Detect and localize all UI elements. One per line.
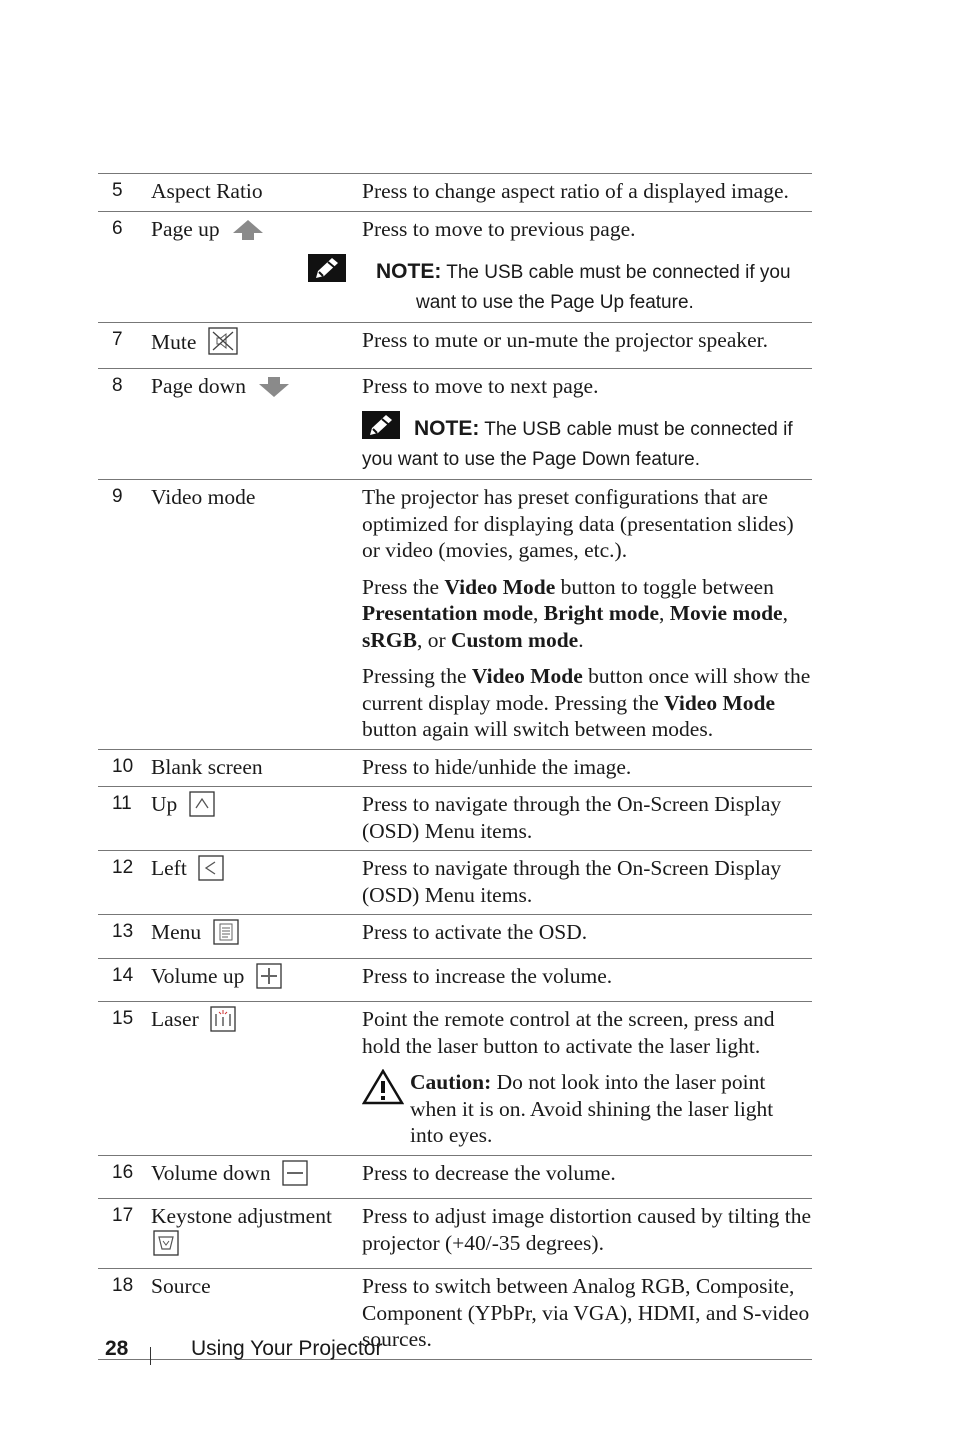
table-row <box>98 211 812 323</box>
item-number: 6 <box>98 211 151 323</box>
footer-divider <box>150 1347 151 1365</box>
item-description: Press to hide/unhide the image. <box>362 749 812 787</box>
item-number: 12 <box>98 851 151 915</box>
item-number: 14 <box>98 958 151 1002</box>
note-pencil-icon <box>362 411 400 447</box>
footer-section-title: Using Your Projector <box>191 1337 383 1360</box>
item-description: Press to increase the volume. <box>362 958 812 1002</box>
item-description: Press to navigate through the On-Screen Display (OSD) Menu items. <box>362 851 812 915</box>
table-row <box>98 1002 812 1156</box>
keystone-button-icon <box>153 1230 179 1263</box>
table-row <box>98 1199 812 1269</box>
item-number: 16 <box>98 1155 151 1199</box>
table-row <box>98 174 812 212</box>
table-row <box>98 958 812 1002</box>
description-text: Press to move to next page. <box>362 373 599 398</box>
item-name: Laser <box>151 1002 362 1156</box>
table-row <box>98 915 812 959</box>
item-number: 5 <box>98 174 151 212</box>
laser-button-icon <box>210 1006 236 1039</box>
note-text: The USB cable must be connected if you want to use the Page Up feature. <box>416 262 791 313</box>
caution-label: Caution: <box>410 1070 492 1094</box>
table-row <box>98 749 812 787</box>
item-name: Blank screen <box>151 749 362 787</box>
item-description: Press to switch between Analog RGB, Composite, Component (YPbPr, via VGA), HDMI, and S-video sources. <box>362 1269 812 1360</box>
table-row <box>98 480 812 750</box>
item-description: Press to activate the OSD. <box>362 915 812 959</box>
item-name: Menu <box>151 915 362 959</box>
description-text: Point the remote control at the screen, press and hold the laser button to activate the laser light. <box>362 1007 775 1058</box>
note-box <box>362 411 812 473</box>
table-row <box>98 851 812 915</box>
item-number: 15 <box>98 1002 151 1156</box>
description-text: Press to move to previous page. <box>362 216 636 241</box>
item-number: 18 <box>98 1269 151 1360</box>
item-number: 9 <box>98 480 151 750</box>
mute-icon <box>208 327 238 362</box>
item-description: Press to mute or un-mute the projector speaker. <box>362 323 812 369</box>
item-description <box>362 368 812 480</box>
item-description <box>362 211 812 323</box>
item-name: Volume down <box>151 1155 362 1199</box>
table-row <box>98 323 812 369</box>
description-paragraph: Pressing the Video Mode button once will show the current display mode. Pressing the Video Mode button again will switch between modes. <box>362 664 811 741</box>
item-name: Mute <box>151 323 362 369</box>
caution-text: Do not look into the laser point when it is on. Avoid shining the laser light into eyes. <box>410 1070 774 1147</box>
item-name: Source <box>151 1269 362 1360</box>
item-description <box>362 1002 812 1156</box>
left-button-icon <box>198 855 224 888</box>
item-description: Press to adjust image distortion caused by tilting the projector (+40/-35 degrees). <box>362 1199 812 1269</box>
page-number: 28 <box>105 1337 129 1360</box>
item-name: Aspect Ratio <box>151 174 362 212</box>
item-name: Page down <box>151 368 362 480</box>
item-number: 17 <box>98 1199 151 1269</box>
item-name: Keystone adjustment <box>151 1199 362 1269</box>
item-name: Left <box>151 851 362 915</box>
remote-control-function-table <box>98 173 812 1360</box>
item-number: 13 <box>98 915 151 959</box>
volume-up-plus-icon <box>256 963 282 996</box>
item-description <box>362 480 812 750</box>
item-number: 7 <box>98 323 151 369</box>
caution-box <box>362 1069 812 1149</box>
item-description: Press to decrease the volume. <box>362 1155 812 1199</box>
table-row <box>98 1155 812 1199</box>
note-label: NOTE: <box>414 417 480 440</box>
item-name: Up <box>151 787 362 851</box>
table-row <box>98 787 812 851</box>
item-name: Video mode <box>151 480 362 750</box>
item-number: 8 <box>98 368 151 480</box>
note-text: The USB cable must be connected if you want to use the Page Down feature. <box>362 419 793 470</box>
item-number: 10 <box>98 749 151 787</box>
table-row <box>98 368 812 480</box>
item-name: Volume up <box>151 958 362 1002</box>
volume-down-minus-icon <box>282 1160 308 1193</box>
item-name: Page up <box>151 211 362 323</box>
page-down-arrow-icon <box>257 375 291 406</box>
description-paragraph: The projector has preset configurations that are optimized for displaying data (presentation slides) or video (movies, games, etc.). <box>362 485 794 562</box>
up-button-icon <box>189 791 215 824</box>
item-description: Press to change aspect ratio of a displayed image. <box>362 174 812 212</box>
item-description: Press to navigate through the On-Screen Display (OSD) Menu items. <box>362 787 812 851</box>
page-up-arrow-icon <box>231 218 265 249</box>
description-paragraph: Press the Video Mode button to toggle between Presentation mode, Bright mode, Movie mode, sRGB, or Custom mode. <box>362 574 788 652</box>
menu-button-icon <box>213 919 239 952</box>
warning-triangle-icon <box>362 1069 404 1112</box>
note-box <box>362 254 812 316</box>
note-label: NOTE: <box>376 260 442 283</box>
item-number: 11 <box>98 787 151 851</box>
